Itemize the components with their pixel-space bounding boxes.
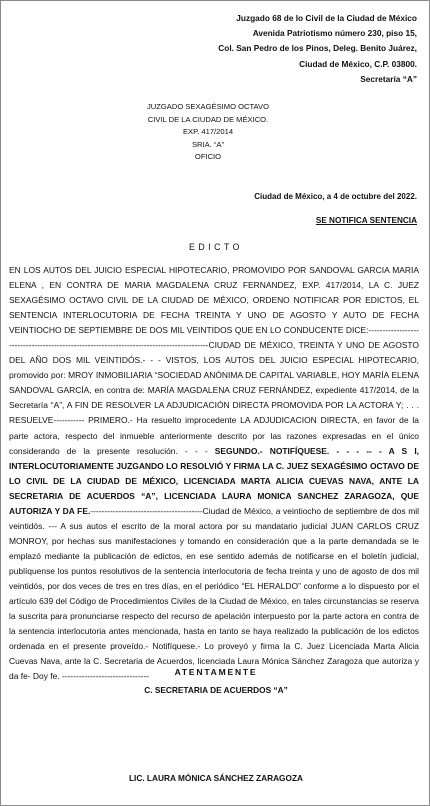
edict-paragraph <box>9 263 419 684</box>
closing-atentamente: ATENTAMENTE <box>174 667 258 677</box>
signer-name: LIC. LAURA MÓNICA SÁNCHEZ ZARAGOZA <box>128 773 304 783</box>
edict-title: EDICTO <box>188 242 244 252</box>
header-line-court: Juzgado 68 de lo Civil de la Ciudad de México <box>236 13 417 23</box>
document-date: Ciudad de México, a 4 de octubre del 2022. <box>254 192 417 201</box>
header-line-street: Avenida Patriotismo número 230, piso 15, <box>252 28 417 39</box>
edict-body <box>9 263 419 684</box>
body-part-1: EN LOS AUTOS DEL JUICIO ESPECIAL HIPOTECARIO, PROMOVIDO POR SANDOVAL GARCIA MARIA ELENA , EN CONTRA DE MARIA MAGDALENA CRUZ FERNANDEZ, EXP. 417/2014, LA C. JUEZ SEXAGÉSIMO OCTAVO CIVIL DE LA CIUDAD DE MÉXICO, ORDENO NOTIFICAR POR EDICTOS, EL SENTENCIA INTERLOCUTORIA DE FECHA TREINTA Y UNO DE AGOSTO Y AUTO DE FECHA VEINTIOCHO DE SEPTIEMBRE DE DOS MIL VEINTIDOS QUE EN LO CONDUCENTE DICE:-----------------------------------------------------------------------------------------CIUDAD DE MÉXICO, TREINTA Y UNO DE AGOSTO DEL AÑO DOS MIL VEINTIDÓS.- - - VISTOS, LOS AUTOS DEL JUICIO ESPECIAL HIPOTECARIO, promovido por: MROY INMOBILIARIA “SOCIEDAD ANÓNIMA DE CAPITAL VARIABLE, HOY MARÍA ELENA SANDOVAL GARCÍA, en contra de: MARÍA MAGDALENA CRUZ FERNÁNDEZ, expediente 417/2014, de la Secretaría “A”, A FIN DE RESOLVER LA ADJUDICACIÓN DIRECTA PROMOVIDA POR LA ACTORA Y; . . . RESUELVE----------- PRIMERO.- Ha resuelto improcedente LA ADJUDICACION DIRECTA, en favor de la parte actora, respecto del inmueble anteriormente descrito por las razones expresadas en el único considerando de la presente resolución. - - - <box>9 265 419 456</box>
notification-subject: SE NOTIFICA SENTENCIA <box>315 216 417 225</box>
body-resolution-bold: SEGUNDO.- NOTIFÍQUESE. - - - -- - A S I, INTERLOCUTORIAMENTE JUZGANDO LO RESOLVIÓ Y FIRMA LA C. JUEZ SEXAGÉSIMO OCTAVO DE LO CIVIL DE LA CIUDAD DE MÉXICO, LICENCIADA MARTA ALICIA CUEVAS NAVA, ANTE LA SECRETARIA DE ACUERDOS “A”, LICENCIADA LAURA MONICA SANCHEZ ZARAGOZA, QUE AUTORIZA Y DA FE. <box>9 445 420 516</box>
court-city-line: CIVIL DE LA CIUDAD DE MÉXICO. <box>147 114 269 124</box>
body-part-2: ----------------------------------------Ciudad de México, a veintiocho de septiembre de dos mil veintidós. --- A sus autos el escrito de la moral actora por su mandatario judicial JUAN CARLOS CRUZ MONROY, por hechas sus manifestaciones y tomando en consideración que a la parte demandada se le emplazó mediante la publicación de edictos, en ese sentido además de notificarse en el boletín judicial, publíquense los puntos resolutivos de la sentencia interlocutoria de fecha treinta y uno de agosto de dos mil veintidós, por dos veces de tres en tres días, en el periódico “EL HERALDO” conforme a lo dispuesto por el artículo 639 del Código de Procedimientos Civiles de la Ciudad de México, en tales circunstancias se reserva la suscrita para pronunciarse respecto del recurso de apelación interpuesto por la parte actora en contra de la sentencia interlocutoria antes mencionada, hasta en tanto se haya realizado la publicación de los edictos ordenada en el presente proveído.- Notifíquese.- Lo proveyó y firma la C. Juez Licenciada Marta Alicia Cuevas Nava, ante la C. Secretaria de Acuerdos, licenciada Laura Mónica Sánchez Zaragoza que autoriza y da fe- Doy fe. ------------------------------- <box>9 505 419 682</box>
court-reference-block <box>1 101 430 164</box>
secretaria-line: SRIA. “A” <box>191 139 225 149</box>
header-line-city: Ciudad de México, C.P. 03800. <box>299 58 417 69</box>
oficio-line: OFICIO <box>194 152 222 162</box>
court-name-line: JUZGADO SEXAGÉSIMO OCTAVO <box>146 102 270 111</box>
closing-role: C. SECRETARIA DE ACUERDOS “A” <box>144 685 288 695</box>
file-number: EXP. 417/2014 <box>182 127 234 137</box>
court-address-header <box>177 11 417 87</box>
header-line-colony: Col. San Pedro de los Pinos, Deleg. Benito Juárez, <box>218 43 417 54</box>
header-line-secretaria: Secretaría “A” <box>360 73 417 84</box>
